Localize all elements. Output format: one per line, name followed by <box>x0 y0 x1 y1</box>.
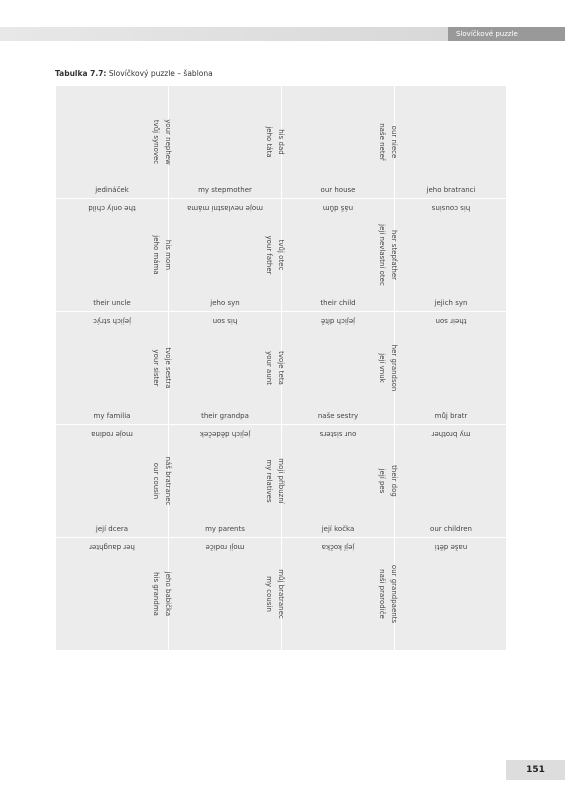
piece-side-word: our grandpaents <box>390 564 398 624</box>
piece-top-word: his cousins <box>431 204 471 212</box>
piece-side-word: tvoje sestra <box>164 347 172 389</box>
puzzle-piece <box>169 312 285 425</box>
piece-top-word: moje rodina <box>91 430 133 438</box>
puzzle-piece <box>56 312 172 425</box>
piece-side-word: your aunt <box>265 351 273 385</box>
word-puzzle-grid <box>56 86 506 650</box>
piece-top-word: naše děti <box>434 543 468 551</box>
piece-side-word: její vnuk <box>378 353 386 383</box>
puzzle-row <box>56 199 506 312</box>
piece-side-word: jeho babička <box>164 571 172 617</box>
piece-top-word: moji rodiče <box>205 543 245 551</box>
puzzle-piece <box>395 538 508 651</box>
piece-side-word: her grandson <box>390 344 398 392</box>
piece-side-word: jeho táta <box>265 126 273 158</box>
piece-bottom-word: její kočka <box>321 525 355 533</box>
caption-text: Slovíčkový puzzle – šablona <box>106 69 213 78</box>
piece-top-word: my brother <box>431 430 471 438</box>
puzzle-piece <box>282 86 398 199</box>
piece-bottom-word: jedináček <box>95 186 129 194</box>
piece-bottom-word: jeho bratranci <box>426 186 476 194</box>
puzzle-piece <box>56 199 172 312</box>
piece-bottom-word: můj bratr <box>434 412 468 420</box>
caption-label: Tabulka 7.7: <box>55 69 107 78</box>
piece-side-word: můj bratranec <box>277 569 285 619</box>
piece-bottom-word: jeho syn <box>210 299 240 307</box>
piece-bottom-word: my parents <box>205 525 245 533</box>
piece-bottom-word: our children <box>430 525 472 533</box>
piece-side-word: your father <box>265 235 273 275</box>
piece-side-word: his grandma <box>152 572 160 616</box>
piece-bottom-word: my stepmother <box>198 186 252 194</box>
puzzle-piece <box>169 425 285 538</box>
piece-side-word: his dad <box>277 129 285 155</box>
puzzle-row <box>56 425 506 538</box>
piece-side-word: tvůj synovec <box>152 119 160 165</box>
section-tab: Slovíčkové puzzle <box>448 27 565 41</box>
piece-side-word: jeho máma <box>152 235 160 275</box>
piece-top-word: her daughter <box>89 543 135 551</box>
puzzle-piece <box>169 199 285 312</box>
piece-side-word: její pes <box>378 468 386 494</box>
piece-side-word: your nephew <box>164 119 172 165</box>
piece-side-word: my relatives <box>265 459 273 503</box>
piece-top-word: their son <box>435 317 467 325</box>
puzzle-piece <box>56 538 172 651</box>
puzzle-row <box>56 312 506 425</box>
piece-bottom-word: my familia <box>93 412 131 420</box>
piece-side-word: její nevlastní otec <box>378 224 386 286</box>
piece-side-word: your sister <box>152 349 160 387</box>
piece-side-word: tvoje teta <box>277 351 285 385</box>
piece-top-word: jejich dítě <box>320 317 356 325</box>
puzzle-piece <box>169 86 285 199</box>
puzzle-piece <box>282 199 398 312</box>
puzzle-piece <box>395 199 508 312</box>
piece-top-word: náš dům <box>322 204 354 212</box>
piece-bottom-word: naše sestry <box>317 412 359 420</box>
puzzle-piece <box>169 538 285 651</box>
piece-side-word: her stepfather <box>390 229 398 281</box>
piece-bottom-word: jejich syn <box>434 299 468 307</box>
piece-side-word: their dog <box>390 465 398 497</box>
piece-top-word: její kočka <box>321 543 355 551</box>
puzzle-piece <box>282 312 398 425</box>
piece-side-word: naše neteř <box>378 123 386 161</box>
piece-side-word: moji příbuzní <box>277 458 285 504</box>
piece-bottom-word: their child <box>320 299 356 307</box>
puzzle-piece <box>56 86 172 199</box>
piece-side-word: tvůj otec <box>277 239 285 271</box>
piece-top-word: jejich strýc <box>93 317 131 325</box>
piece-top-word: jejich dědeček <box>199 430 251 438</box>
piece-bottom-word: their uncle <box>93 299 131 307</box>
piece-bottom-word: their grandpa <box>201 412 249 420</box>
puzzle-piece <box>395 312 508 425</box>
piece-top-word: our sisters <box>319 430 357 438</box>
puzzle-piece <box>395 86 508 199</box>
piece-bottom-word: our house <box>320 186 356 194</box>
puzzle-row <box>56 538 506 651</box>
piece-side-word: our niece <box>390 125 398 159</box>
puzzle-piece <box>56 425 172 538</box>
piece-top-word: moje nevlastní máma <box>187 204 263 212</box>
piece-side-word: my cousin <box>265 576 273 612</box>
puzzle-row <box>56 86 506 199</box>
piece-side-word: our cousin <box>152 462 160 500</box>
piece-side-word: náš bratranec <box>164 456 172 506</box>
table-caption <box>55 69 213 78</box>
piece-top-word: the only child <box>88 204 136 212</box>
piece-top-word: his son <box>212 317 238 325</box>
piece-side-word: naši prarodiče <box>378 569 386 619</box>
piece-side-word: his mom <box>164 239 172 271</box>
puzzle-piece <box>282 425 398 538</box>
puzzle-piece <box>395 425 508 538</box>
puzzle-piece <box>282 538 398 651</box>
page-number: 151 <box>506 760 565 780</box>
piece-bottom-word: její dcera <box>95 525 129 533</box>
